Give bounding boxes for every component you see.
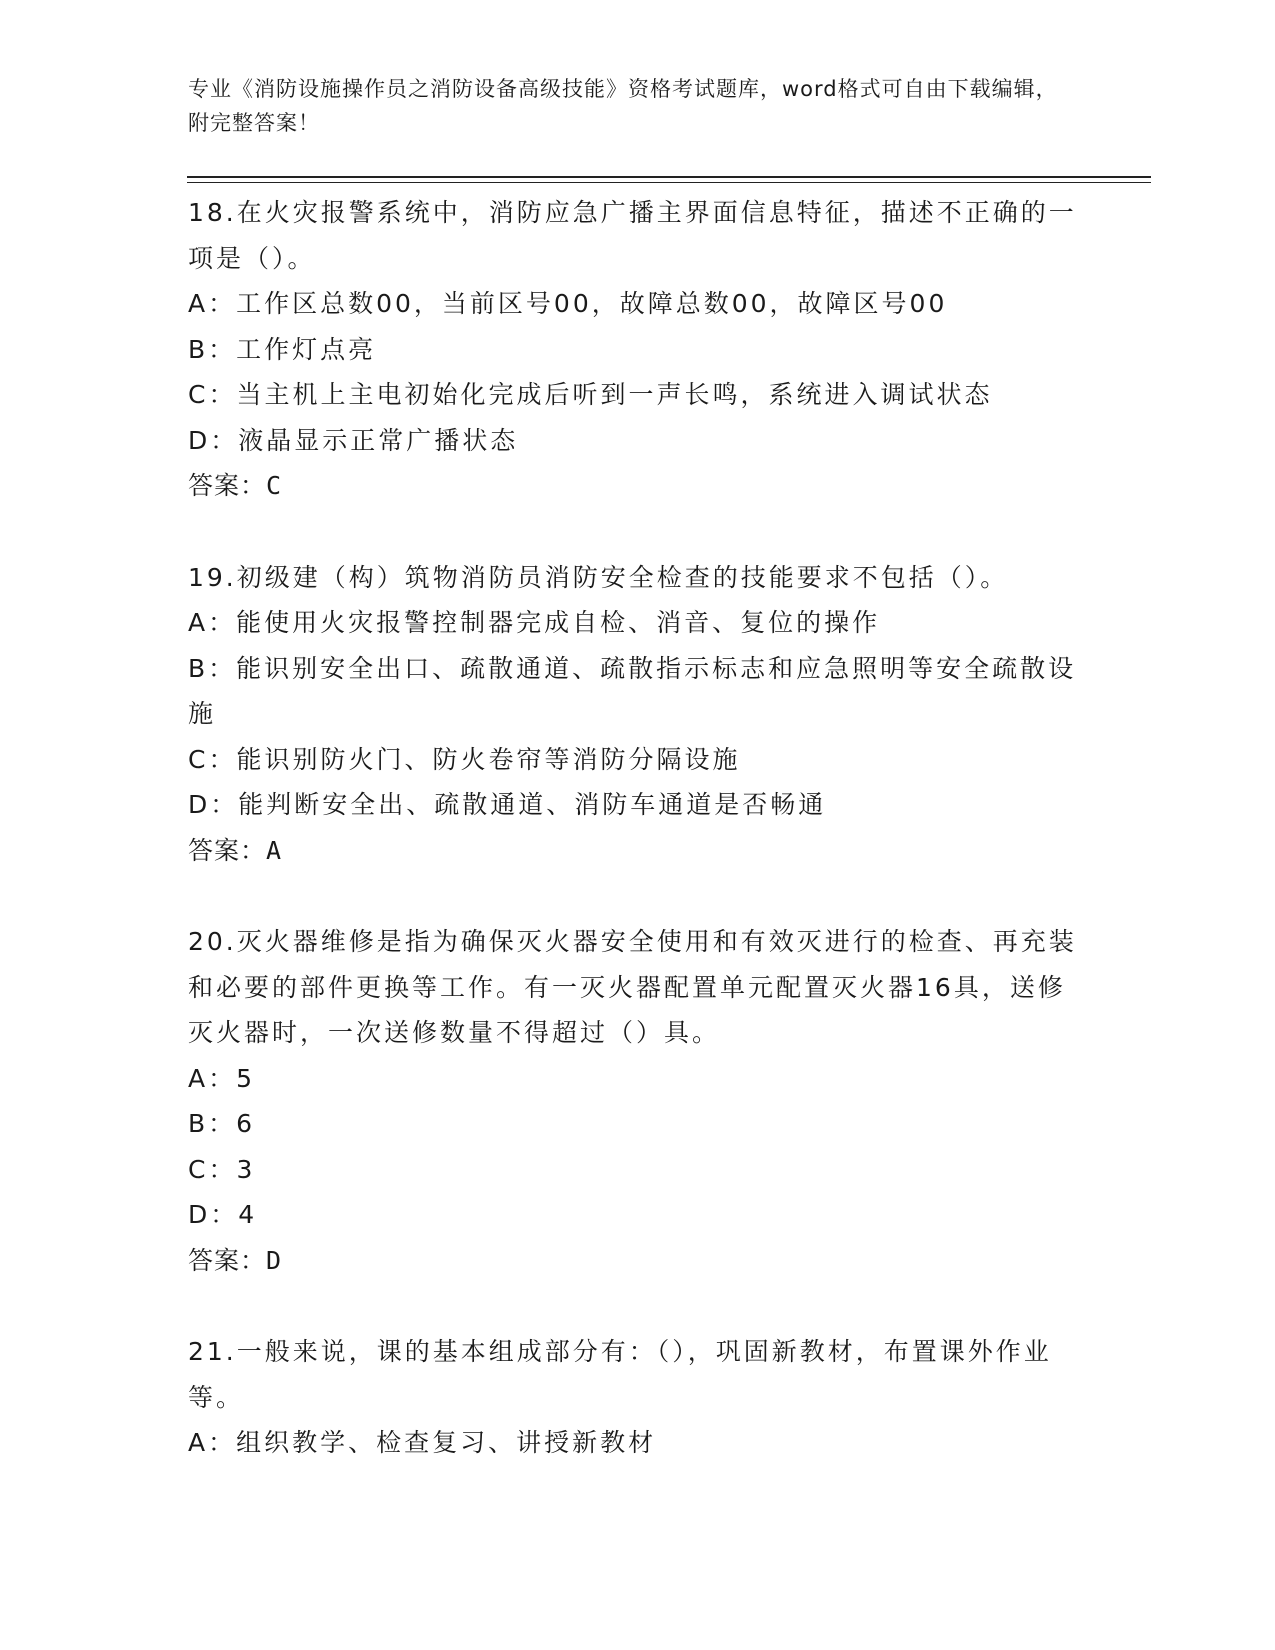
- answer-label: 答案：: [188, 471, 267, 500]
- question-stem: 20.灭火器维修是指为确保灭火器安全使用和有效灭进行的检查、再充装和必要的部件更换等工作。有一灭火器配置单元配置灭火器16具，送修灭火器时，一次送修数量不得超过（）具。: [188, 927, 1077, 1047]
- question-list: [188, 190, 1088, 1512]
- header-divider-thin: [187, 182, 1151, 183]
- question-18: [188, 190, 1088, 509]
- document-header: [188, 72, 1068, 140]
- option-a: A：工作区总数00，当前区号00，故障总数00，故障区号00: [188, 289, 948, 318]
- option-b: B：能识别安全出口、疏散通道、疏散指示标志和应急照明等安全疏散设施: [188, 653, 1077, 728]
- option-d: D：4: [188, 1200, 258, 1229]
- answer: [188, 828, 1088, 874]
- option-c: C：3: [188, 1154, 256, 1184]
- option-d: D：液晶显示正常广播状态: [188, 425, 519, 455]
- header-text: 专业《消防设施操作员之消防设备高级技能》资格考试题库，word格式可自由下载编辑，附完整答案！: [188, 77, 1058, 135]
- question-19: [188, 555, 1088, 874]
- option-b: B：6: [188, 1109, 256, 1138]
- option-b: B：工作灯点亮: [188, 334, 377, 364]
- question-stem: 19.初级建（构）筑物消防员消防安全检查的技能要求不包括（）。: [188, 562, 1009, 592]
- question-stem: 21.一般来说，课的基本组成部分有：（），巩固新教材，布置课外作业等。: [188, 1337, 1052, 1412]
- question-21: [188, 1329, 1088, 1466]
- question-20: [188, 919, 1088, 1283]
- option-a: A：能使用火灾报警控制器完成自检、消音、复位的操作: [188, 608, 881, 637]
- option-c: C：当主机上主电初始化完成后听到一声长鸣，系统进入调试状态: [188, 380, 993, 409]
- option-c: C：能识别防火门、防火卷帘等消防分隔设施: [188, 744, 741, 774]
- header-divider-thick: [187, 176, 1151, 178]
- answer-label: 答案：: [188, 835, 267, 865]
- option-d: D：能判断安全出、疏散通道、消防车通道是否畅通: [188, 790, 827, 819]
- question-stem: 18.在火灾报警系统中，消防应急广播主界面信息特征，描述不正确的一项是（）。: [188, 198, 1077, 273]
- answer: [188, 463, 1088, 509]
- answer: [188, 1238, 1088, 1284]
- option-a: A：组织教学、检查复习、讲授新教材: [188, 1428, 657, 1457]
- option-a: A：5: [188, 1063, 256, 1093]
- answer-value: C: [266, 471, 283, 500]
- answer-label: 答案：: [188, 1245, 267, 1275]
- answer-value: A: [266, 835, 283, 865]
- answer-value: D: [266, 1245, 283, 1275]
